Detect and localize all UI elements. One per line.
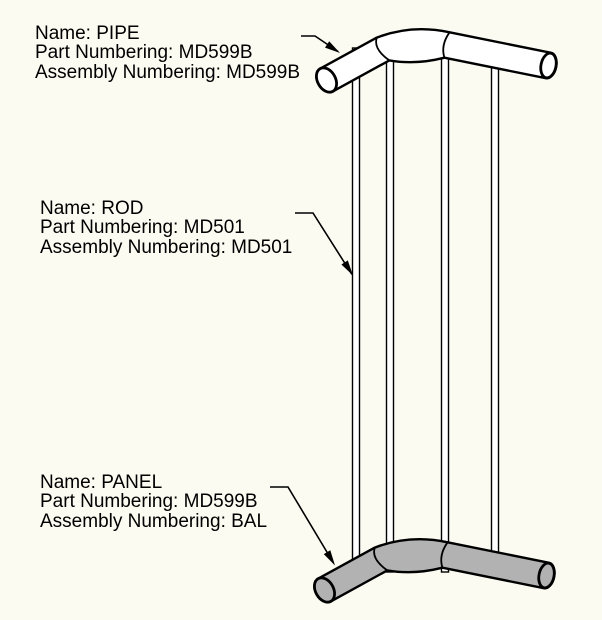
callout-pipe-assembly-numbering: Assembly Numbering: MD599B — [35, 61, 301, 83]
callout-rod — [40, 199, 292, 257]
callout-pipe-name: Name: PIPE — [35, 23, 140, 44]
callout-panel-part-numbering: Part Numbering: MD599B — [40, 491, 258, 513]
pipe-leader-arrowhead-icon — [325, 41, 340, 53]
callout-panel-name: Name: PANEL — [40, 472, 163, 493]
callout-pipe — [35, 24, 300, 82]
leader-lines — [270, 36, 353, 566]
top-pipe — [312, 29, 558, 96]
rod-4 — [492, 48, 499, 572]
bottom-panel-pipe — [310, 539, 556, 606]
panel-leader-arrowhead-icon — [324, 550, 335, 565]
callout-rod-assembly-numbering: Assembly Numbering: MD501 — [40, 236, 293, 258]
rod-leader-arrowhead-icon — [341, 260, 353, 275]
rod-3 — [442, 48, 449, 572]
panel-leader-line — [270, 487, 334, 563]
rod-2 — [387, 48, 394, 572]
callout-rod-name: Name: ROD — [40, 198, 144, 219]
callout-panel-assembly-numbering: Assembly Numbering: BAL — [40, 510, 268, 532]
bottom-panel-pipe-body — [314, 539, 554, 602]
rod-group — [353, 48, 499, 572]
rod-1 — [353, 48, 360, 572]
callout-rod-part-numbering: Part Numbering: MD501 — [40, 217, 245, 239]
callout-panel — [40, 473, 267, 531]
callout-pipe-part-numbering: Part Numbering: MD599B — [35, 42, 253, 64]
